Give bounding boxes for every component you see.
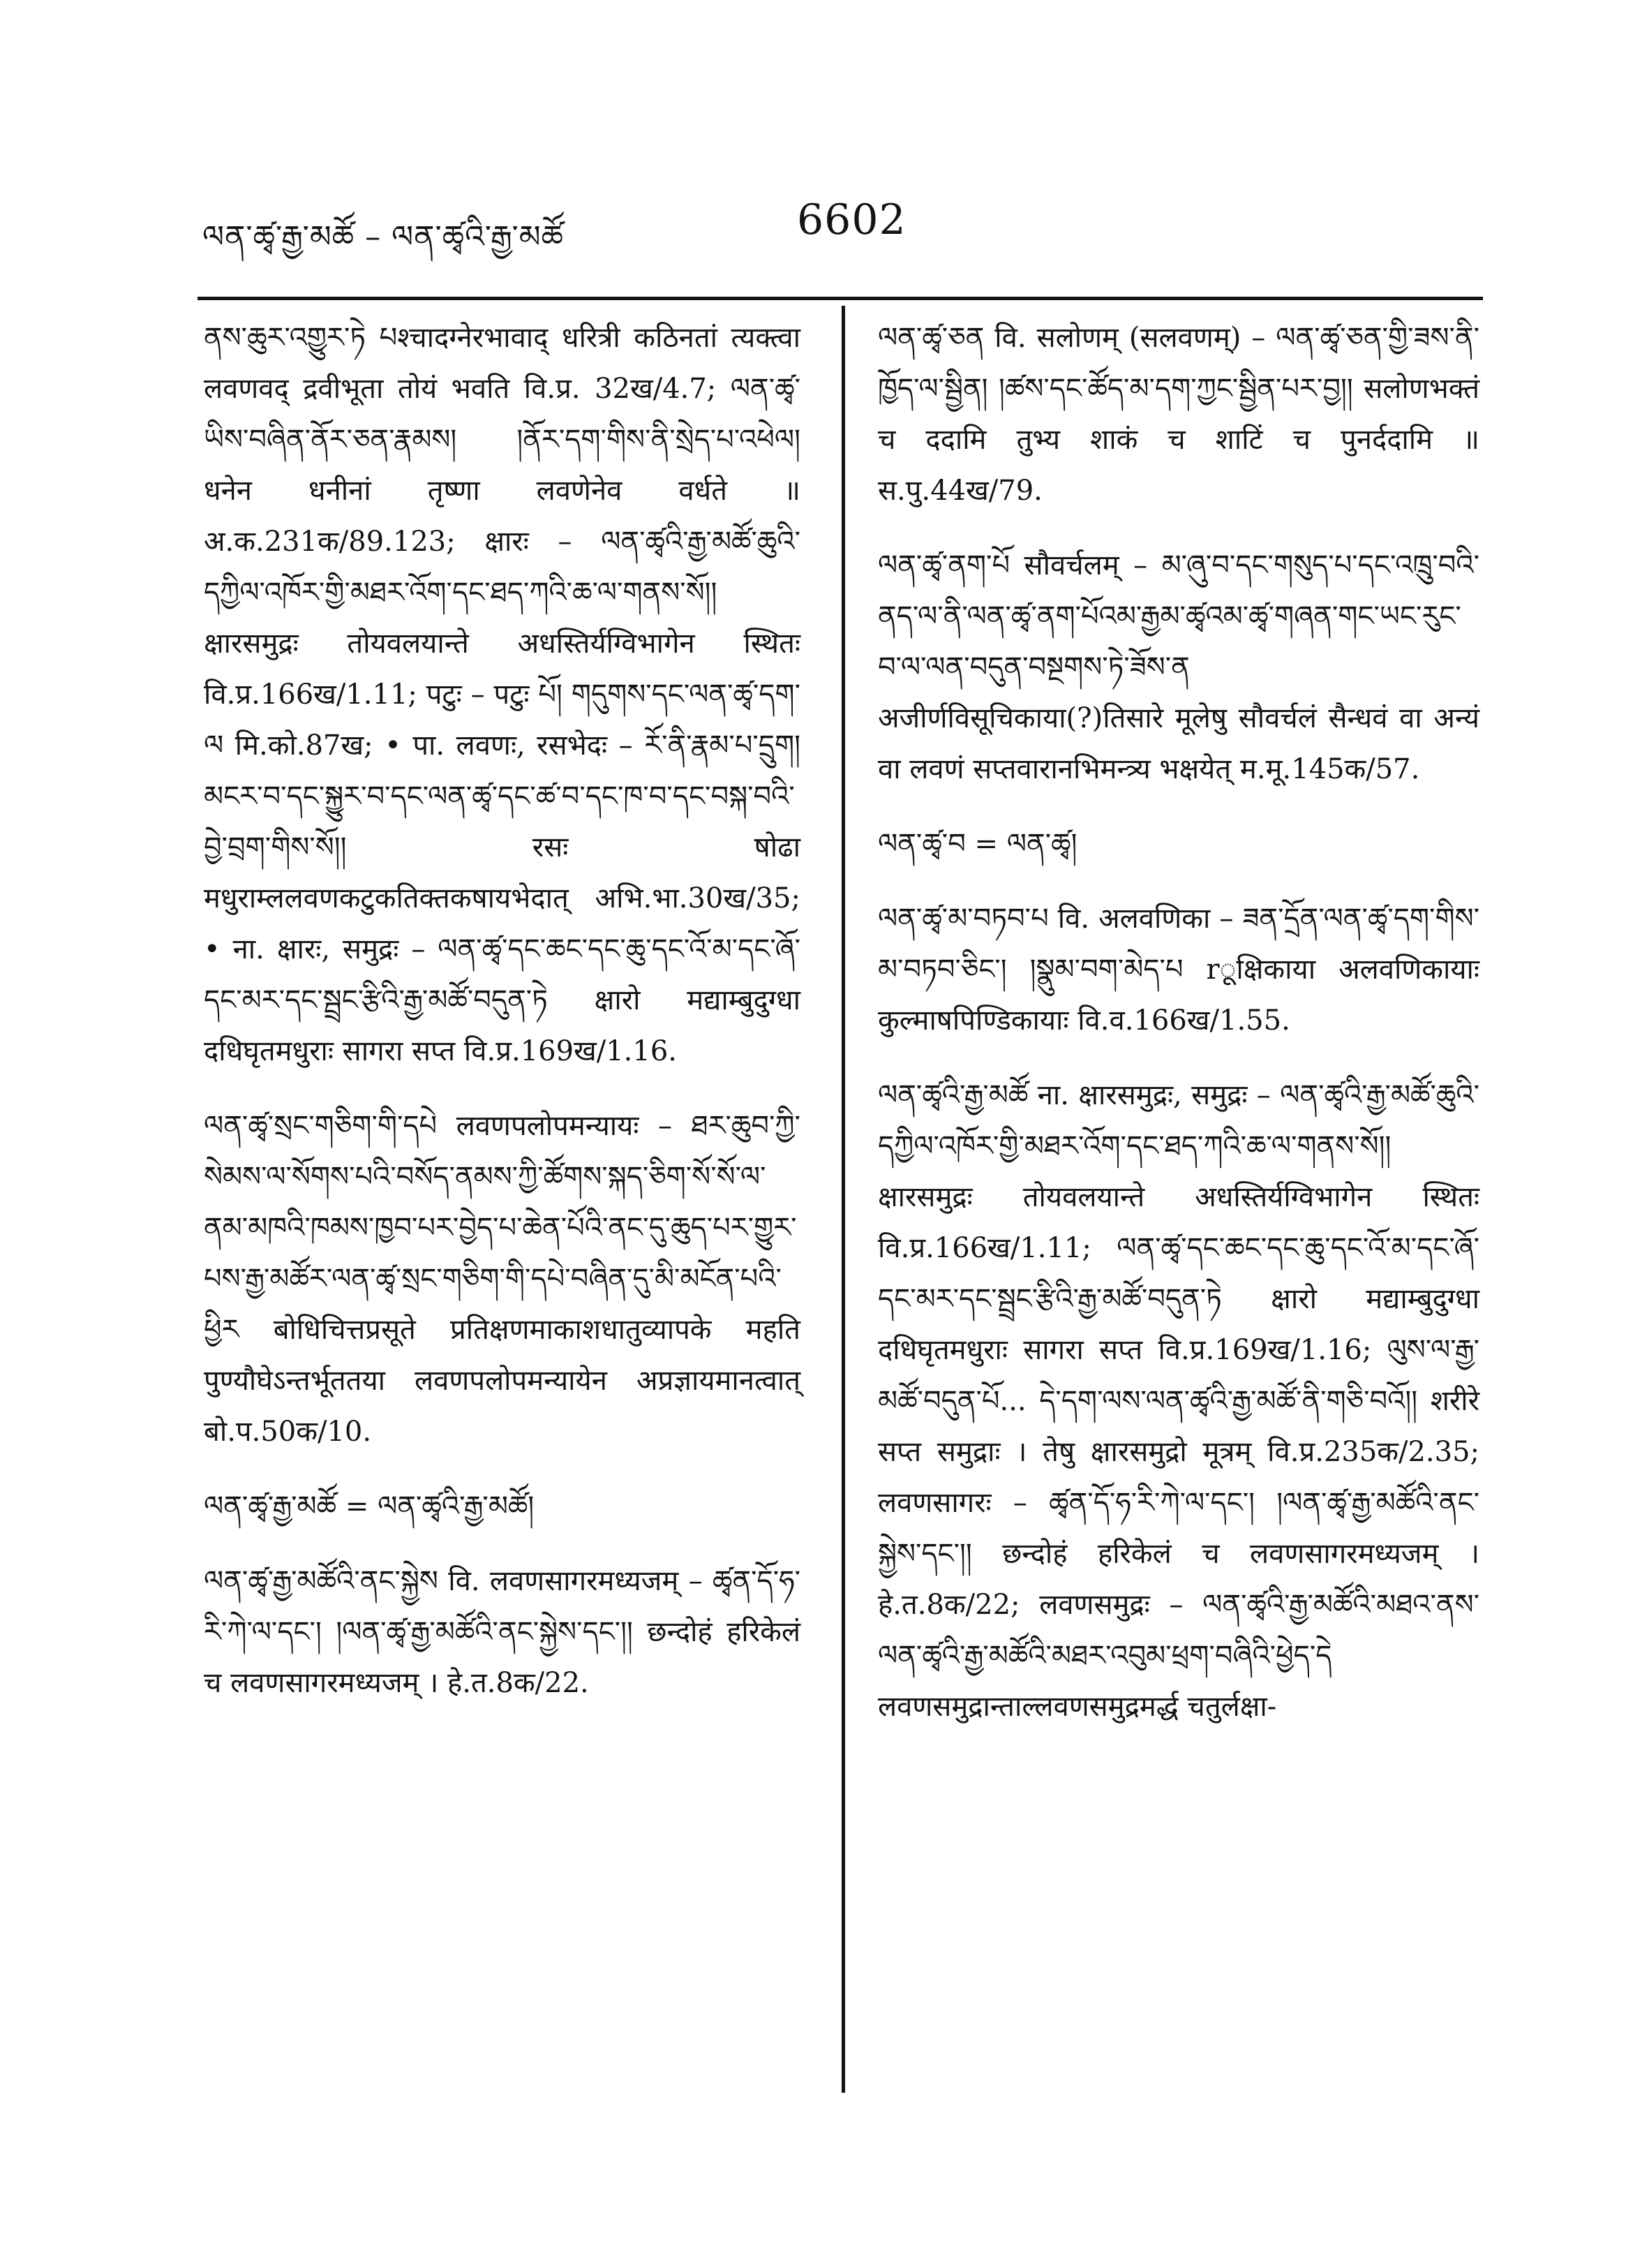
column-divider <box>842 306 845 2093</box>
right-column <box>878 313 1479 1756</box>
running-head: ལན་ཚྭ་རྒྱ་མཚོ – ལན་ཚྭའི་རྒྱ་མཚོ <box>202 219 564 255</box>
cross-reference-entry: ལན་ཚྭ་བ = ལན་ཚྭ། <box>878 828 1077 860</box>
header-rule <box>197 297 1483 300</box>
page-number: 6602 <box>797 195 907 244</box>
dictionary-entry: ལན་ཚྭ་ཅན वि. सलोणम् (सलवणम्) – ལན་ཚྭ་ཅན་གྱི་ཟས་ནི་ཁྱོད་ལ་སྦྱིན། །ཚས་དང་ཚོད་མ་དག་ཀྱང་སྦྱིན་པར་བྱ།། सलोणभक्तं च ददामि तुभ्य शाकं च शाटिं च पुनर्ददामि ॥ स.पु.44ख/79. <box>878 322 1479 507</box>
dictionary-entry: ལན་ཚྭ་ནག་པོ सौवर्चलम् – མ་ཞུ་བ་དང་གསུད་པ་དང་འཁྲུ་བའི་ནད་ལ་ནི་ལན་ཚྭ་ནག་པོའམ་རྒྱམ་ཚྭའམ་ཚྭ་གཞན་གང་ཡང་རུང་བ་ལ་ལན་བདུན་བསྔགས་ཏེ་ཟོས་ན अजीर्णविसूचिकाया(?)तिसारे मूलेषु सौवर्चलं सैन्धवं वा अन्यं वा लवणं सप्तवारानभिमन्त्र्य भक्षयेत् म.मू.145क/57. <box>878 549 1479 785</box>
dictionary-entry: ལན་ཚྭའི་རྒྱ་མཚོ ना. क्षारसमुद्रः, समुद्रः – ལན་ཚྭའི་རྒྱ་མཚོ་ཆུའི་དཀྱིལ་འཁོར་གྱི་མཐར་འོག་དང་ཐད་ཀའི་ཆ་ལ་གནས་སོ།། क्षारसमुद्रः तोयवलयान्ते अधस्तिर्यग्विभागेन स्थितः वि.प्र.166ख/1.11; ལན་ཚྭ་དང་ཆང་དང་ཆུ་དང་འོ་མ་དང་ཞོ་དང་མར་དང་སྦྲང་རྩིའི་རྒྱ་མཚོ་བདུན་ཏེ क्षारो मद्याम्बुदुग्धा दधिघृतमधुराः सागरा सप्त वि.प्र.169ख/1.16; ལུས་ལ་རྒྱ་མཚོ་བདུན་པོ... དེ་དག་ལས་ལན་ཚྭའི་རྒྱ་མཚོ་ནི་གཅི་བའོ།། शरीरे सप्त समुद्राः । तेषु क्षारसमुद्रो मूत्रम् वि.प्र.235क/2.35; लवणसागरः – ཚྭན་དོ་ཧ་རི་ཀེ་ལ་དང་། །ལན་ཚྭ་རྒྱ་མཚོའི་ནང་སྐྱེས་དང་།། छन्दोहं हरिकेलं च लवणसागरमध्यजम् । हे.त.8क/22; लवणसमुद्रः – ལན་ཚྭའི་རྒྱ་མཚོའི་མཐའ་ནས་ལན་ཚྭའི་རྒྱ་མཚོའི་མཐར་འབུམ་ཕྲག་བཞིའི་ཕྱེད་དེ लवणसमुद्रान्ताल्लवणसमुद्रमर्द्ध चतुर्लक्षा- <box>878 1079 1479 1723</box>
dictionary-entry: ནས་ཆུར་འགྱུར་ཏེ པश्चादग्नेरभावाद् धरित्री कठिनतां त्यक्त्वा लवणवद् द्रवीभूता तोयं भवति वि.प्र. 32ख/4.7; ལན་ཚྭ་ཡིས་བཞིན་ནོར་ཅན་རྣམས། །ནོར་དག་གིས་ནི་སྲེད་པ་འཕེལ། धनेन धनीनां तृष्णा लवणेनेव वर्धते ॥ अ.क.231क/89.123; क्षारः – ལན་ཚྭའི་རྒྱ་མཚོ་ཆུའི་དཀྱིལ་འཁོར་གྱི་མཐར་འོག་དང་ཐད་ཀའི་ཆ་ལ་གནས་སོ།། क्षारसमुद्रः तोयवलयान्ते अधस्तिर्यग्विभागेन स्थितः वि.प्र.166ख/1.11; पटुः – पटुः པོ། གདུགས་དང་ལན་ཚྭ་དག་ལ मि.को.87ख; • पा. लवणः, रसभेदः – རོ་ནི་རྣམ་པ་དྲུག། མངར་བ་དང་སྐྱུར་བ་དང་ལན་ཚྭ་དང་ཚ་བ་དང་ཁ་བ་དང་བསྐ་བའི་བྱེ་བྲག་གིས་སོ།། रसः षोढा मधुराम्ललवणकटुकतिक्तकषायभेदात् अभि.भा.30ख/35; • ना. क्षारः, समुद्रः – ལན་ཚྭ་དང་ཆང་དང་ཆུ་དང་འོ་མ་དང་ཞོ་དང་མར་དང་སྦྲང་རྩིའི་རྒྱ་མཚོ་བདུན་ཏེ क्षारो मद्याम्बुदुग्धा दधिघृतमधुराः सागरा सप्त वि.प्र.169ख/1.16. <box>204 322 800 1067</box>
left-column <box>204 313 800 1733</box>
cross-reference-entry: ལན་ཚྭ་རྒྱ་མཚོ = ལན་ཚྭའི་རྒྱ་མཚོ། <box>204 1490 535 1522</box>
dictionary-entry: ལན་ཚྭ་མ་བཏབ་པ वि. अलवणिका – ཟན་དྲོན་ལན་ཚྭ་དག་གིས་མ་བཏབ་ཅིང་། །སྣུམ་བག་མེད་པ rूक्षिकाया अलवणिकायाः कुल्माषपिण्डिकायाः वि.व.166ख/1.55. <box>878 903 1479 1037</box>
dictionary-entry: ལན་ཚྭ་རྒྱ་མཚོའི་ནང་སྐྱེས वि. लवणसागरमध्यजम् – ཚྭན་དོ་ཧ་རི་ཀེ་ལ་དང་། །ལན་ཚྭ་རྒྱ་མཚོའི་ནང་སྐྱེས་དང་།། छन्दोहं हरिकेलं च लवणसागरमध्यजम् । हे.त.8क/22. <box>204 1565 800 1699</box>
dictionary-entry: ལན་ཚྭ་སྲང་གཅིག་གི་དཔེ लवणपलोपमन्यायः – ཐར་ཆུབ་ཀྱི་སེམས་ལ་སོགས་པའི་བསོད་ནམས་ཀྱི་ཚོགས་སྐད་ཅིག་སོ་སོ་ལ་ནམ་མཁའི་ཁམས་ཁྱབ་པར་བྱེད་པ་ཆེན་པོའི་ནང་དུ་ཆུད་པར་གྱུར་པས་རྒྱ་མཚོར་ལན་ཚྭ་སྲང་གཅིག་གི་དཔེ་བཞིན་དུ་མི་མངོན་པའི་ཕྱིར बोधिचित्तप्रसूते प्रतिक्षणमाकाशधातुव्यापके महति पुण्यौघेऽन्तर्भूततया लवणपलोपमन्यायेन अप्रज्ञायमानत्वात् बो.प.50क/10. <box>204 1110 800 1448</box>
page-header <box>202 195 1479 272</box>
